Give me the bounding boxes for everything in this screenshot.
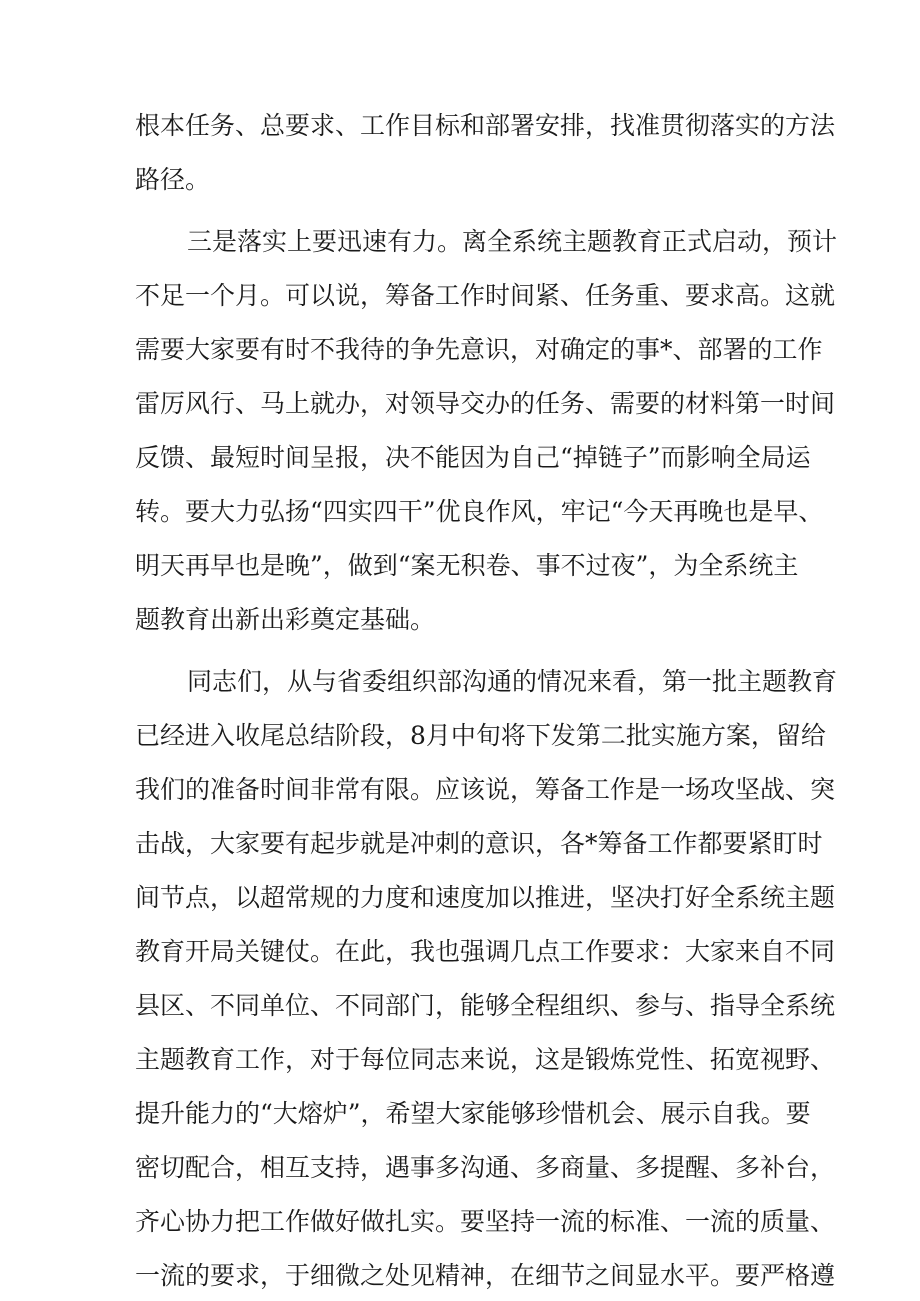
text-line: 主题教育工作，对于每位同志来说，这是锻炼党性、拓宽视野、 <box>135 1045 836 1074</box>
text-line: 教育开局关键仗。在此，我也强调几点工作要求：大家来自不同 <box>135 937 836 966</box>
text-line: 三是落实上要迅速有力。离全系统主题教育正式启动，预计 <box>187 227 838 256</box>
text-line: 提升能力的“大熔炉”，希望大家能够珍惜机会、展示自我。要 <box>135 1099 811 1128</box>
text-line: 反馈、最短时间呈报，决不能因为自己“掉链子”而影响全局运 <box>135 443 811 472</box>
text-line: 需要大家要有时不我待的争先意识，对确定的事*、部署的工作 <box>135 335 823 364</box>
text-line: 我们的准备时间非常有限。应该说，筹备工作是一场攻坚战、突 <box>135 775 836 804</box>
text-line: 县区、不同单位、不同部门，能够全程组织、参与、指导全系统 <box>135 991 836 1020</box>
text-line: 不足一个月。可以说，筹备工作时间紧、任务重、要求高。这就 <box>135 281 836 310</box>
text-line: 一流的要求，于细微之处见精神，在细节之间显水平。要严格遵 <box>135 1261 836 1290</box>
text-line: 齐心协力把工作做好做扎实。要坚持一流的标准、一流的质量、 <box>135 1207 836 1236</box>
text-line: 雷厉风行、马上就办，对领导交办的任务、需要的材料第一时间 <box>135 389 836 418</box>
text-line: 根本任务、总要求、工作目标和部署安排，找准贯彻落实的方法 <box>135 111 836 140</box>
text-line: 击战，大家要有起步就是冲刺的意识，各*筹备工作都要紧盯时 <box>135 829 823 858</box>
text-line: 密切配合，相互支持，遇事多沟通、多商量、多提醒、多补台， <box>135 1153 836 1182</box>
text-line: 题教育出新出彩奠定基础。 <box>135 605 436 634</box>
text-line: 间节点，以超常规的力度和速度加以推进，坚决打好全系统主题 <box>135 883 836 912</box>
text-line: 路径。 <box>135 165 211 194</box>
text-line: 同志们，从与省委组织部沟通的情况来看，第一批主题教育 <box>187 667 838 696</box>
text-line: 已经进入收尾总结阶段，8月中旬将下发第二批实施方案，留给 <box>135 721 826 750</box>
text-line: 明天再早也是晚”，做到“案无积卷、事不过夜”，为全系统主 <box>135 551 799 580</box>
text-line: 转。要大力弘扬“四实四干”优良作风，牢记“今天再晚也是早、 <box>135 497 824 526</box>
